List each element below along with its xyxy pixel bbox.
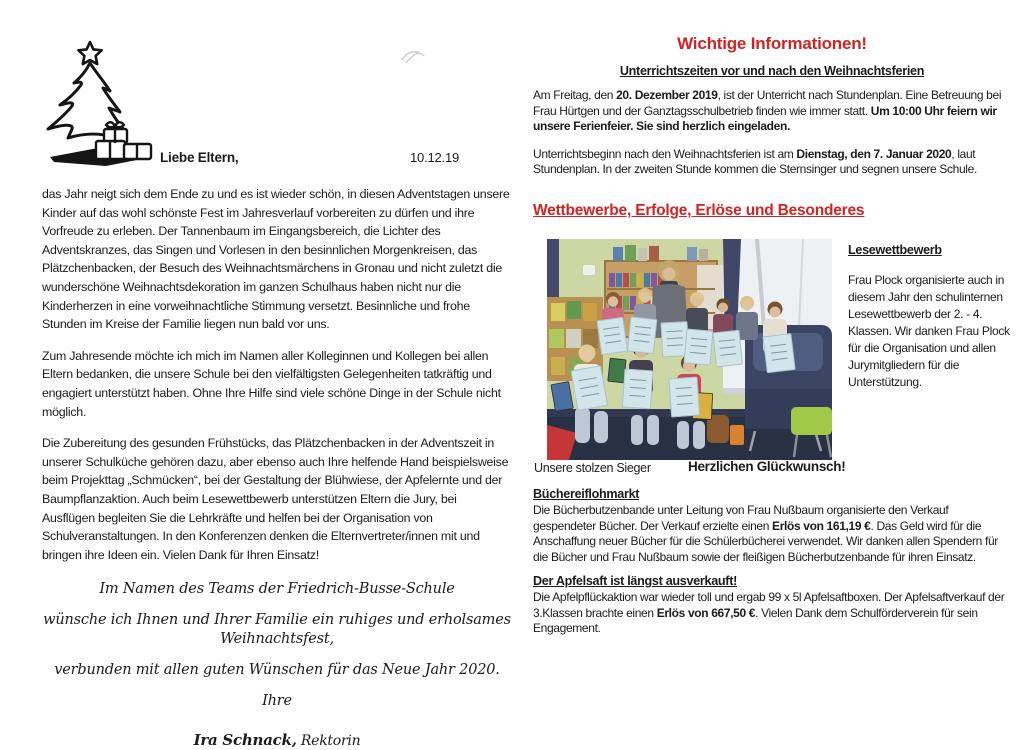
flohmarkt-erloes-bold: Erlös von 161,19 € — [772, 518, 871, 533]
flohmarkt-text-1: Die Bücherbutzenbande unter Leitung von Frau Nußbaum organisierte den Verkauf gespendeter Bücher. Der Verkauf erzielte einen — [533, 503, 949, 533]
signature — [42, 731, 512, 750]
apfelsaft-text-1: Die Apfelpflückaktion war wieder toll und ergab 99 x 5l Apfelsaftboxen. Der Apfelsaftverkauf der 3.Klassen brachte einen — [533, 590, 1005, 620]
scan-artifact — [400, 48, 426, 66]
schedule-p1-date-bold: 20. Dezember 2019 — [616, 88, 718, 102]
closing-line-1: Im Namen des Teams der Friedrich-Busse-Schule — [99, 581, 455, 598]
salutation: Liebe Eltern, — [160, 150, 239, 165]
lesewettbewerb-text: Frau Plock organisierte auch in diesem Jahr den schulinternen Lesewettbewerb der 2. - 4. Klassen. Wir danken Frau Plock für die Organisation und allen Jurymitgliedern für die Unterstützung. — [848, 273, 1010, 389]
lesewettbewerb-section — [848, 243, 1014, 391]
winners-photo — [547, 239, 832, 460]
letter-date: 10.12.19 — [410, 150, 460, 165]
flohmarkt-text-2: . Das Geld wird für die Anschaffung neuer Bücher für die Schülerbücherei verwendet. Wir danken allen Spendern für die Bücher und Frau Nußbaum sowie der fleißigen Bücherbutzenbande für ihren Einsatz. — [533, 518, 998, 564]
schedule-p1-text: Am Freitag, den — [533, 88, 617, 102]
letter-paragraph-3: Die Zubereitung des gesunden Frühstücks, das Plätzchenbacken in der Adventszeit in unserer Schulküche gehören dazu, aber ebenso auch Ihre helfende Hand beispielsweise beim Projekttag „Schmücken“, bei der Gestaltung der Blühwiese, der Apfelernte und der Baumpflanzaktion. Auch beim Lesewettbewerb unterstützen Eltern die Jury, bei Ausflügen begleiten Sie die Lehrkräfte und helfen bei der Organisation von Schulveranstaltungen. In den Konferenzen denken die Elternvertreter/innen mit und bringen ihre Ideen ein. Vielen Dank für Ihren Einsatz! — [42, 436, 509, 562]
competitions-heading: Wettbewerbe, Erfolge, Erlöse und Besonderes — [533, 202, 865, 219]
letter-body — [42, 185, 512, 750]
closing-line-3: verbunden mit allen guten Wünschen für das Neue Jahr 2020. — [54, 662, 500, 679]
schedule-p2-text: Unterrichtsbeginn nach den Weihnachtsferien ist am — [533, 146, 797, 161]
apfelsaft-paragraph — [533, 590, 1014, 637]
schedule-p2-date-bold: Dienstag, den 7. Januar 2020 — [796, 146, 952, 161]
apfelsaft-erloes-bold: Erlös von 667,50 € — [656, 605, 756, 620]
photo-caption-right: Herzlichen Glückwunsch! — [688, 459, 846, 474]
schedule-p1-text-2: , ist der Unterricht nach Stundenplan. Eine Betreuung bei Frau Hürtgen und der Ganztagsschulbetrieb finden wie immer statt. — [533, 88, 1002, 118]
christmas-tree-icon — [44, 40, 162, 174]
schedule-paragraph-2 — [533, 147, 1011, 178]
closing-line-2: wünsche ich Ihnen und Ihrer Familie ein ruhiges und erholsames Weihnachtsfest, — [43, 612, 511, 647]
schedule-p2-text-2: , laut Stundenplan. In der zweiten Stunde kommen die Sternsinger und segnen unsere Schule. — [533, 146, 977, 177]
closing-line-4: Ihre — [262, 693, 292, 710]
schedule-subheading: Unterrichtszeiten vor und nach den Weihnachtsferien — [619, 64, 925, 78]
flohmarkt-heading: Büchereiflohmarkt — [533, 487, 640, 501]
schedule-paragraph-1 — [533, 88, 1011, 135]
flohmarkt-section — [533, 487, 1014, 565]
schedule-p1-invite-bold: Um 10:00 Uhr feiern wir unsere Ferienfeier. Sie sind herzlich eingeladen. — [533, 103, 997, 134]
important-info-section — [533, 34, 1011, 190]
letter-closing — [42, 580, 512, 710]
flohmarkt-paragraph — [533, 503, 1014, 565]
important-info-heading: Wichtige Informationen! — [677, 34, 867, 53]
photo-caption-left: Unsere stolzen Sieger — [534, 461, 651, 475]
letter-paragraph-1: das Jahr neigt sich dem Ende zu und es ist wieder schön, in diesen Adventstagen unsere Kinder auf das wohl schönste Fest im Jahresverlauf vorbereiten zu dürfen und ihre Vorfreude zu erleben. Der Tannenbaum im Eingangsbereich, die Lichter des Adventskranzes, das Singen und Vorlesen in den besinnlichen Morgenkreisen, das Plätzchenbacken, der Besuch des Weihnachtsmärchens in Gronau und nicht zuletzt die wunderschöne Weihnachtsdekoration im ganzen Schulhaus haben nicht nur die Kinderherzen in eine vorweihnachtliche Stimmung versetzt. Besinnliche und frohe Stunden im Kreise der Familie liegen nun bald vor uns. — [42, 187, 510, 332]
lesewettbewerb-heading: Lesewettbewerb — [848, 243, 942, 257]
apfelsaft-text-2: . Vielen Dank dem Schulförderverein für sein Engagement. — [533, 605, 978, 636]
signature-name: Ira Schnack, — [193, 730, 297, 749]
apfelsaft-heading: Der Apfelsaft ist längst ausverkauft! — [533, 574, 737, 588]
apfelsaft-section — [533, 574, 1014, 637]
letter-paragraph-2: Zum Jahresende möchte ich mich im Namen aller Kolleginnen und Kollegen bei allen Eltern bedanken, die unsere Schule bei den vielfältigsten Gelegenheiten tatkräftig und engagiert unterstützt haben. Ohne Ihre Hilfe sind viele schöne Dinge in der Schule nicht möglich. — [42, 348, 501, 419]
signature-role: Rektorin — [300, 732, 361, 749]
